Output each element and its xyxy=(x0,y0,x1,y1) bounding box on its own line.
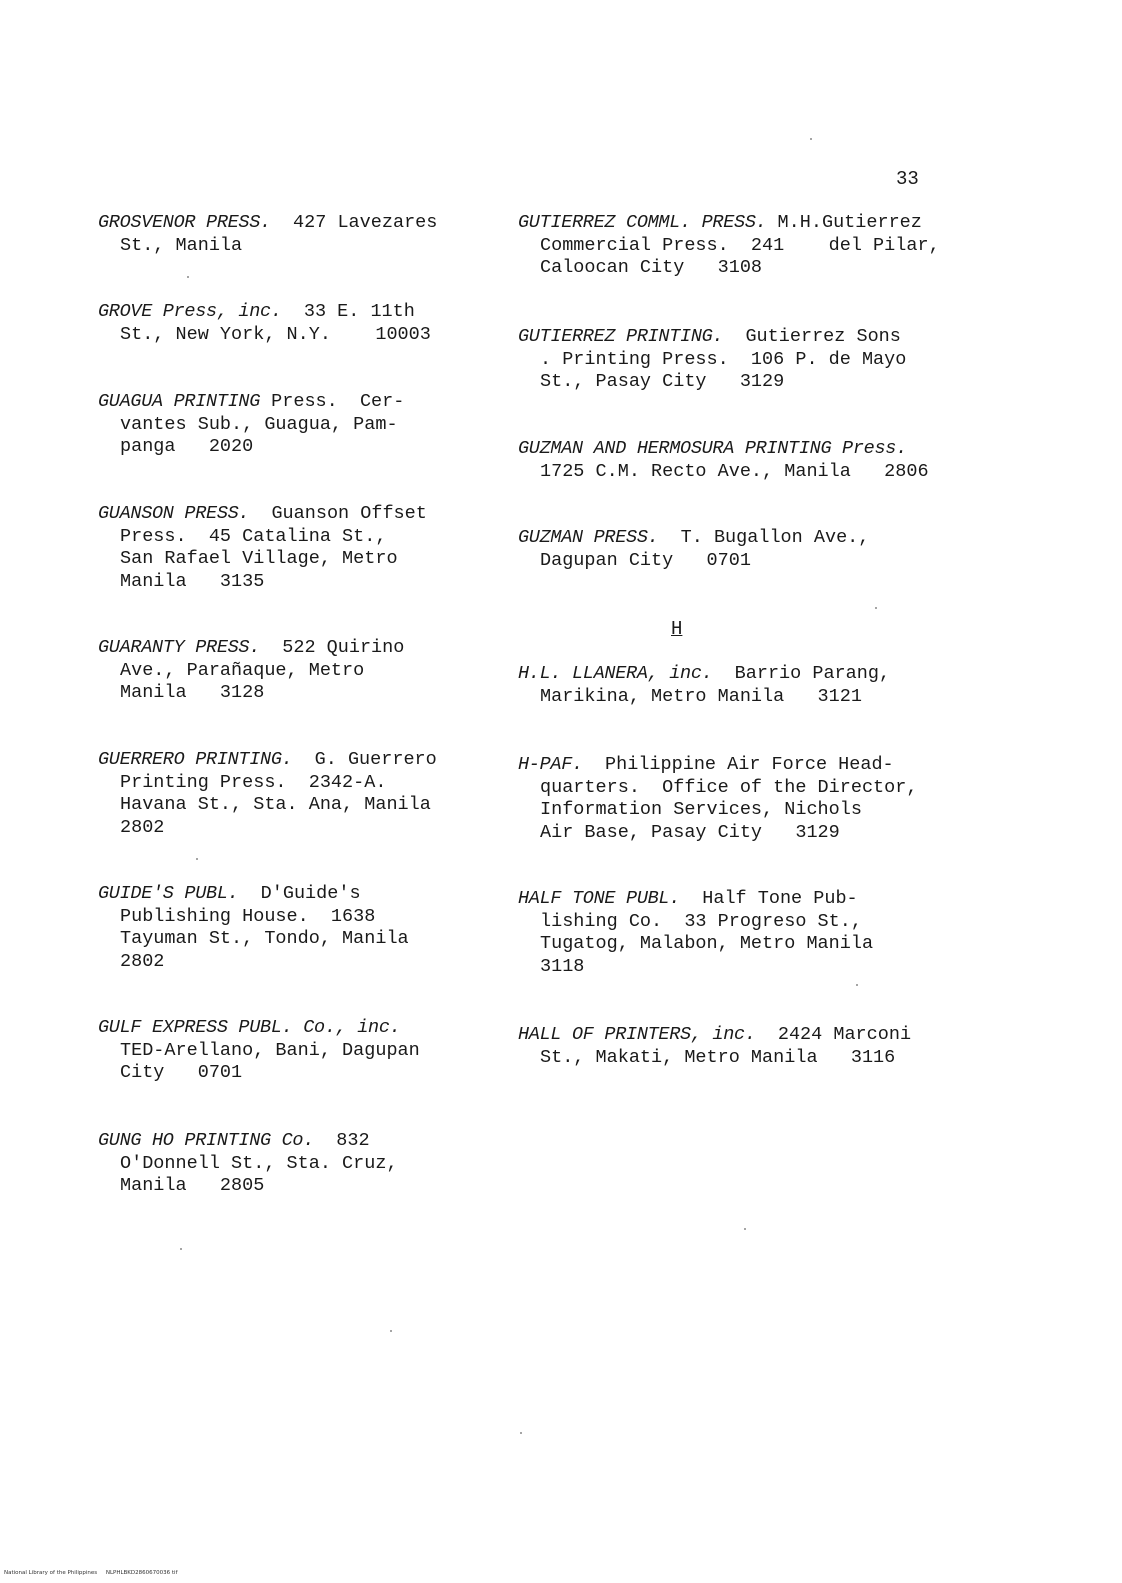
entry-address: M.H.Gutierrez xyxy=(766,212,922,233)
entry-address-line: Air Base, Pasay City 3129 xyxy=(540,821,840,843)
entry-address: Press. Cer- xyxy=(260,391,405,412)
directory-entry xyxy=(98,1130,398,1198)
directory-entry xyxy=(518,754,917,844)
entry-first-line xyxy=(518,1024,911,1047)
entry-address-line: quarters. Office of the Director, xyxy=(540,776,918,798)
scan-speck xyxy=(810,138,812,140)
scan-speck xyxy=(744,1228,746,1230)
entry-address-line: lishing Co. 33 Progreso St., xyxy=(540,910,862,932)
entry-address: 2424 Marconi xyxy=(755,1024,912,1045)
entry-name: GUAGUA PRINTING xyxy=(98,391,261,412)
directory-entry xyxy=(518,663,890,708)
directory-entry xyxy=(518,527,869,572)
entry-first-line xyxy=(98,749,437,772)
entry-address-line: Printing Press. 2342-A. xyxy=(120,771,387,793)
entry-address: G. Guerrero xyxy=(292,749,437,770)
scan-speck xyxy=(180,1248,182,1250)
entry-address-line: 1725 C.M. Recto Ave., Manila 2806 xyxy=(540,460,929,482)
scan-speck xyxy=(196,858,198,860)
entry-address-line: Manila 3135 xyxy=(120,570,265,592)
section-letter: H xyxy=(671,618,683,640)
entry-address: D'Guide's xyxy=(238,883,361,904)
entry-address: Gutierrez Sons xyxy=(723,326,901,347)
scan-speck xyxy=(520,1432,522,1434)
entry-address-line: 2802 xyxy=(120,950,165,972)
entry-first-line xyxy=(518,212,940,235)
directory-entry xyxy=(518,888,873,978)
entry-address-line: O'Donnell St., Sta. Cruz, xyxy=(120,1152,398,1174)
entry-name: GROVE Press, inc. xyxy=(98,301,282,322)
entry-first-line xyxy=(518,754,917,777)
entry-address-line: 2802 xyxy=(120,816,165,838)
entry-name: HALL OF PRINTERS, inc. xyxy=(518,1024,756,1045)
entry-address: 832 xyxy=(314,1130,370,1151)
entry-address-line: San Rafael Village, Metro xyxy=(120,548,398,569)
entry-address-line: Tayuman St., Tondo, Manila xyxy=(120,928,409,949)
entry-address-line: Dagupan City 0701 xyxy=(540,549,751,571)
entry-name: GUTIERREZ PRINTING. xyxy=(518,326,724,347)
entry-name: H.L. LLANERA, inc. xyxy=(518,663,713,684)
entry-first-line xyxy=(98,212,437,235)
entry-name: GULF EXPRESS PUBL. Co., inc. xyxy=(98,1017,401,1038)
scan-speck xyxy=(390,1330,392,1332)
entry-name: GUIDE'S PUBL. xyxy=(98,883,239,904)
entry-name: GUARANTY PRESS. xyxy=(98,637,261,658)
entry-address-line: Manila 2805 xyxy=(120,1175,265,1196)
scan-speck xyxy=(856,984,858,986)
entry-address: Barrio Parang, xyxy=(712,663,891,684)
directory-entry xyxy=(518,212,940,280)
entry-first-line xyxy=(518,888,873,911)
entry-address: 427 Lavezares xyxy=(270,212,438,233)
entry-address-line: St., New York, N.Y. 10003 xyxy=(120,323,431,345)
entry-first-line xyxy=(98,883,409,906)
directory-entry xyxy=(98,301,431,346)
entry-first-line xyxy=(98,391,404,414)
scan-speck xyxy=(875,607,877,609)
directory-entry xyxy=(98,637,404,705)
entry-address-line: Ave., Parañaque, Metro xyxy=(120,659,365,681)
entry-first-line xyxy=(518,527,869,550)
entry-name: H-PAF. xyxy=(518,754,583,775)
entry-first-line xyxy=(98,301,431,324)
entry-address-line: Commercial Press. 241 del Pilar, xyxy=(540,234,940,256)
directory-entry xyxy=(518,1024,911,1069)
entry-address-line: 3118 xyxy=(540,955,585,977)
page-number: 33 xyxy=(896,168,919,190)
entry-name: HALF TONE PUBL. xyxy=(518,888,681,909)
entry-address-line: . Printing Press. 106 P. de Mayo xyxy=(540,348,907,370)
entry-address-line: Press. 45 Catalina St., xyxy=(120,525,387,547)
entry-address-line: Information Services, Nichols xyxy=(540,799,862,820)
entry-address: Philippine Air Force Head- xyxy=(582,754,894,775)
directory-entry xyxy=(518,438,929,483)
entry-address-line: Havana St., Sta. Ana, Manila xyxy=(120,794,431,815)
entry-name: GUERRERO PRINTING. xyxy=(98,749,293,770)
entry-first-line xyxy=(518,326,906,349)
scan-speck xyxy=(187,276,189,278)
entry-name: GUZMAN AND HERMOSURA PRINTING Press. xyxy=(518,438,907,459)
entry-address: Half Tone Pub- xyxy=(680,888,858,909)
entry-first-line xyxy=(98,1130,398,1153)
entry-address-line: panga 2020 xyxy=(120,436,254,457)
footer-scan-label: National Library of the Philippines NLPHLBKD2860670036 tif xyxy=(4,1570,178,1576)
entry-name: GUNG HO PRINTING Co. xyxy=(98,1130,315,1151)
entry-address-line: St., Pasay City 3129 xyxy=(540,371,785,392)
entry-first-line xyxy=(98,637,404,660)
directory-entry xyxy=(98,212,437,257)
directory-entry xyxy=(98,503,427,593)
entry-address-line: Manila 3128 xyxy=(120,682,265,703)
entry-address-line: Marikina, Metro Manila 3121 xyxy=(540,685,862,707)
entry-address: 522 Quirino xyxy=(260,637,405,658)
entry-address-line: Tugatog, Malabon, Metro Manila xyxy=(540,933,874,954)
directory-entry xyxy=(98,391,404,459)
entry-address-line: Caloocan City 3108 xyxy=(540,257,763,278)
entry-address-line: TED-Arellano, Bani, Dagupan xyxy=(120,1039,420,1061)
entry-address-line: City 0701 xyxy=(120,1062,243,1083)
entry-address: 33 E. 11th xyxy=(281,301,415,322)
entry-address-line: St., Makati, Metro Manila 3116 xyxy=(540,1046,896,1068)
entry-name: GUZMAN PRESS. xyxy=(518,527,659,548)
entry-address-line: Publishing House. 1638 xyxy=(120,905,376,927)
entry-address-line: vantes Sub., Guagua, Pam- xyxy=(120,413,398,435)
entry-first-line xyxy=(518,438,929,461)
entry-first-line xyxy=(518,663,890,686)
entry-name: GUANSON PRESS. xyxy=(98,503,250,524)
entry-address-line: St., Manila xyxy=(120,234,243,256)
directory-entry xyxy=(98,883,409,973)
entry-first-line xyxy=(98,1017,420,1040)
entry-first-line xyxy=(98,503,427,526)
directory-entry xyxy=(98,749,437,839)
entry-name: GUTIERREZ COMML. PRESS. xyxy=(518,212,767,233)
directory-entry xyxy=(518,326,906,394)
entry-address: T. Bugallon Ave., xyxy=(658,527,870,548)
entry-name: GROSVENOR PRESS. xyxy=(98,212,271,233)
entry-address: Guanson Offset xyxy=(249,503,427,524)
directory-entry xyxy=(98,1017,420,1085)
